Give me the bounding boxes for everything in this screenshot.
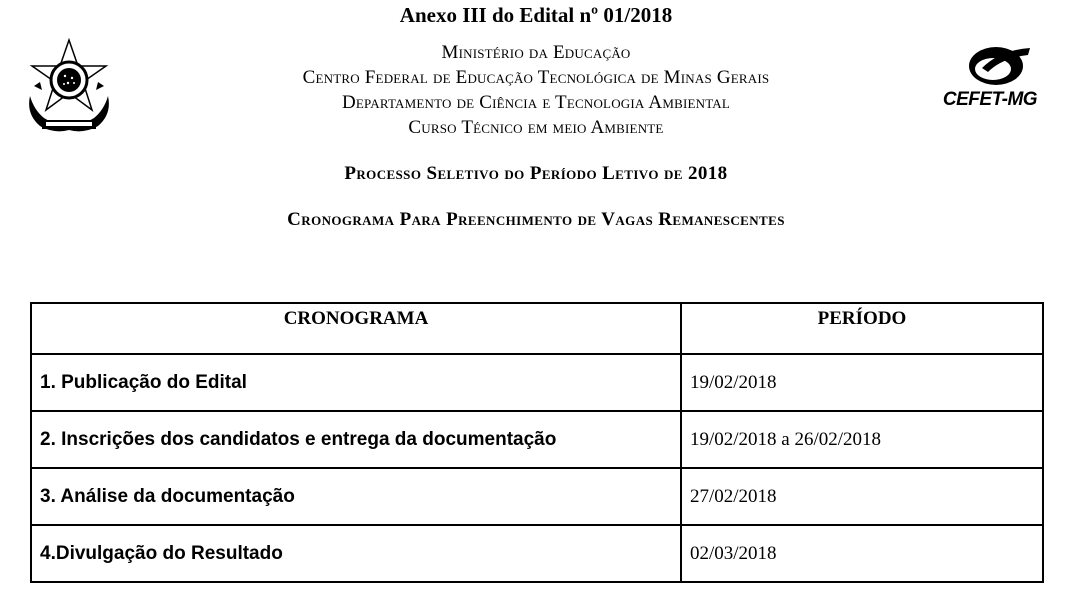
activity-cell: 3. Análise da documentação [31, 468, 681, 525]
schedule-table [30, 302, 1044, 583]
table-header-row [31, 303, 1043, 354]
course-name: Curso Técnico em meio Ambiente [408, 117, 664, 138]
ministry-name: Ministério da Educação [441, 42, 631, 63]
table-row [31, 525, 1043, 582]
activity-cell: 4.Divulgação do Resultado [31, 525, 681, 582]
department-name: Departamento de Ciência e Tecnologia Ambiental [341, 92, 731, 113]
period-cell: 27/02/2018 [681, 468, 1043, 525]
period-cell: 19/02/2018 a 26/02/2018 [681, 411, 1043, 468]
activity-cell: 1. Publicação do Edital [31, 354, 681, 411]
center-name: Centro Federal de Educação Tecnológica de Minas Gerais [302, 67, 770, 88]
cefet-mg-wordmark: CEFET-MG [942, 89, 1038, 110]
activity-cell: 2. Inscrições dos candidatos e entrega da documentação [31, 411, 681, 468]
process-title: Processo Seletivo do Período Letivo de 2018 [344, 163, 728, 184]
institution-header [0, 40, 1072, 140]
schedule-title: Cronograma Para Preenchimento de Vagas Remanescentes [287, 209, 785, 230]
table-row [31, 354, 1043, 411]
period-cell: 02/03/2018 [681, 525, 1043, 582]
period-cell: 19/02/2018 [681, 354, 1043, 411]
table-row [31, 411, 1043, 468]
column-header-period: PERÍODO [681, 303, 1043, 354]
table-row [31, 468, 1043, 525]
annex-title: Anexo III do Edital nº 01/2018 [399, 3, 673, 27]
column-header-schedule: CRONOGRAMA [31, 303, 681, 354]
